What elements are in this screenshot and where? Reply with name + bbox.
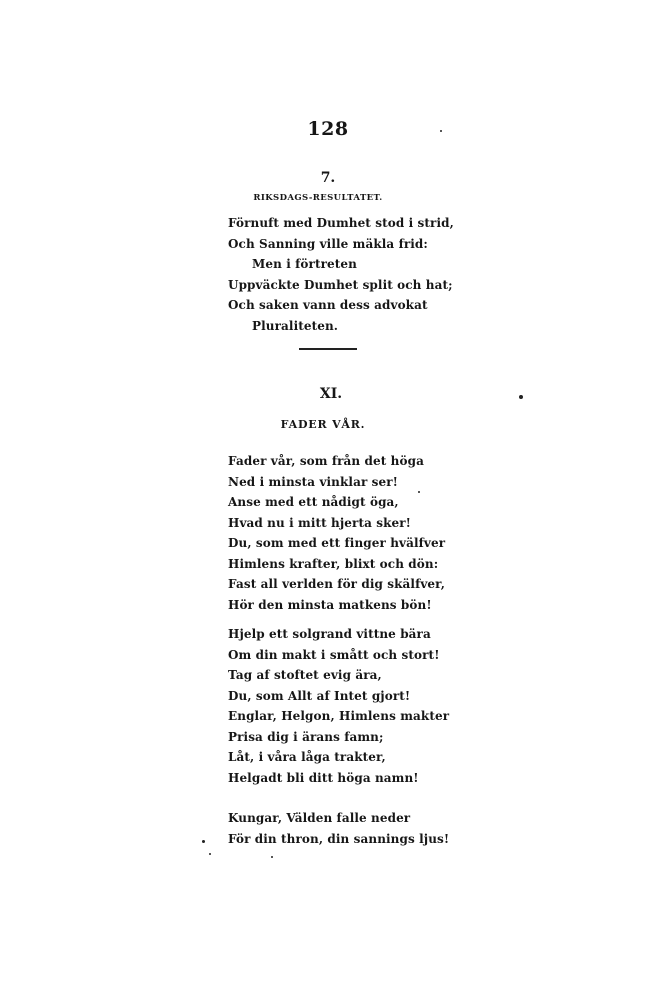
verse-line: Fast all verlden för dig skälfver, [228, 577, 445, 591]
verse-line: Prisa dig i ärans famn; [228, 729, 384, 744]
section-divider [299, 348, 357, 350]
verse-line: Låt, i våra låga trakter, [228, 750, 386, 764]
stanza-3 [228, 808, 548, 849]
verse-line: Hvad nu i mitt hjerta sker! [228, 515, 412, 530]
verse-line: Tag af stoftet evig ära, [228, 668, 382, 682]
verse-line: För din thron, din sannings ljus! [228, 831, 450, 846]
verse-line: Englar, Helgon, Himlens makter [228, 709, 450, 723]
print-speck [202, 840, 205, 843]
section-numeral: XI. [319, 386, 343, 402]
print-speck [271, 856, 273, 858]
verse-line: Hör den minsta matkens bön! [228, 597, 432, 612]
verse-line: Om din makt i smått och stort! [228, 647, 440, 662]
verse-line: Fader vår, som från det höga [228, 454, 424, 468]
verse-line: Himlens krafter, blixt och dön: [228, 556, 439, 571]
verse-line: Anse med ett nådigt öga, [228, 495, 399, 509]
section-title: FADER VÅR. [280, 418, 366, 431]
print-speck [440, 130, 442, 132]
stanza-2 [228, 624, 548, 788]
verse-line: Du, som Allt af Intet gjort! [228, 688, 411, 703]
verse-line: Ned i minsta vinklar ser! [228, 474, 399, 489]
verse-line: Och Sanning ville mäkla frid: [228, 236, 428, 251]
verse-line: Kungar, Välden falle neder [228, 811, 411, 825]
verse-line: Förnuft med Dumhet stod i strid, [228, 216, 454, 230]
poem-title: RIKSDAGS-RESULTATET. [253, 193, 383, 203]
verse-line: Helgadt bli ditt höga namn! [228, 770, 419, 785]
print-speck [519, 395, 523, 399]
verse-line: Hjelp ett solgrand vittne bära [228, 627, 431, 641]
verse-line: Du, som med ett finger hvälfver [228, 536, 446, 550]
print-speck [418, 491, 420, 493]
print-speck [209, 853, 211, 855]
verse-line: Uppväckte Dumhet split och hat; [228, 277, 453, 292]
verse-line: Och saken vann dess advokat [228, 298, 428, 312]
poem-number: 7. [320, 170, 336, 186]
verse-line: Men i förtreten [252, 257, 357, 271]
verse-line: Pluraliteten. [252, 318, 339, 333]
poem-7-verse [228, 213, 548, 336]
page-number: 128 [307, 118, 349, 140]
stanza-1 [228, 451, 548, 615]
